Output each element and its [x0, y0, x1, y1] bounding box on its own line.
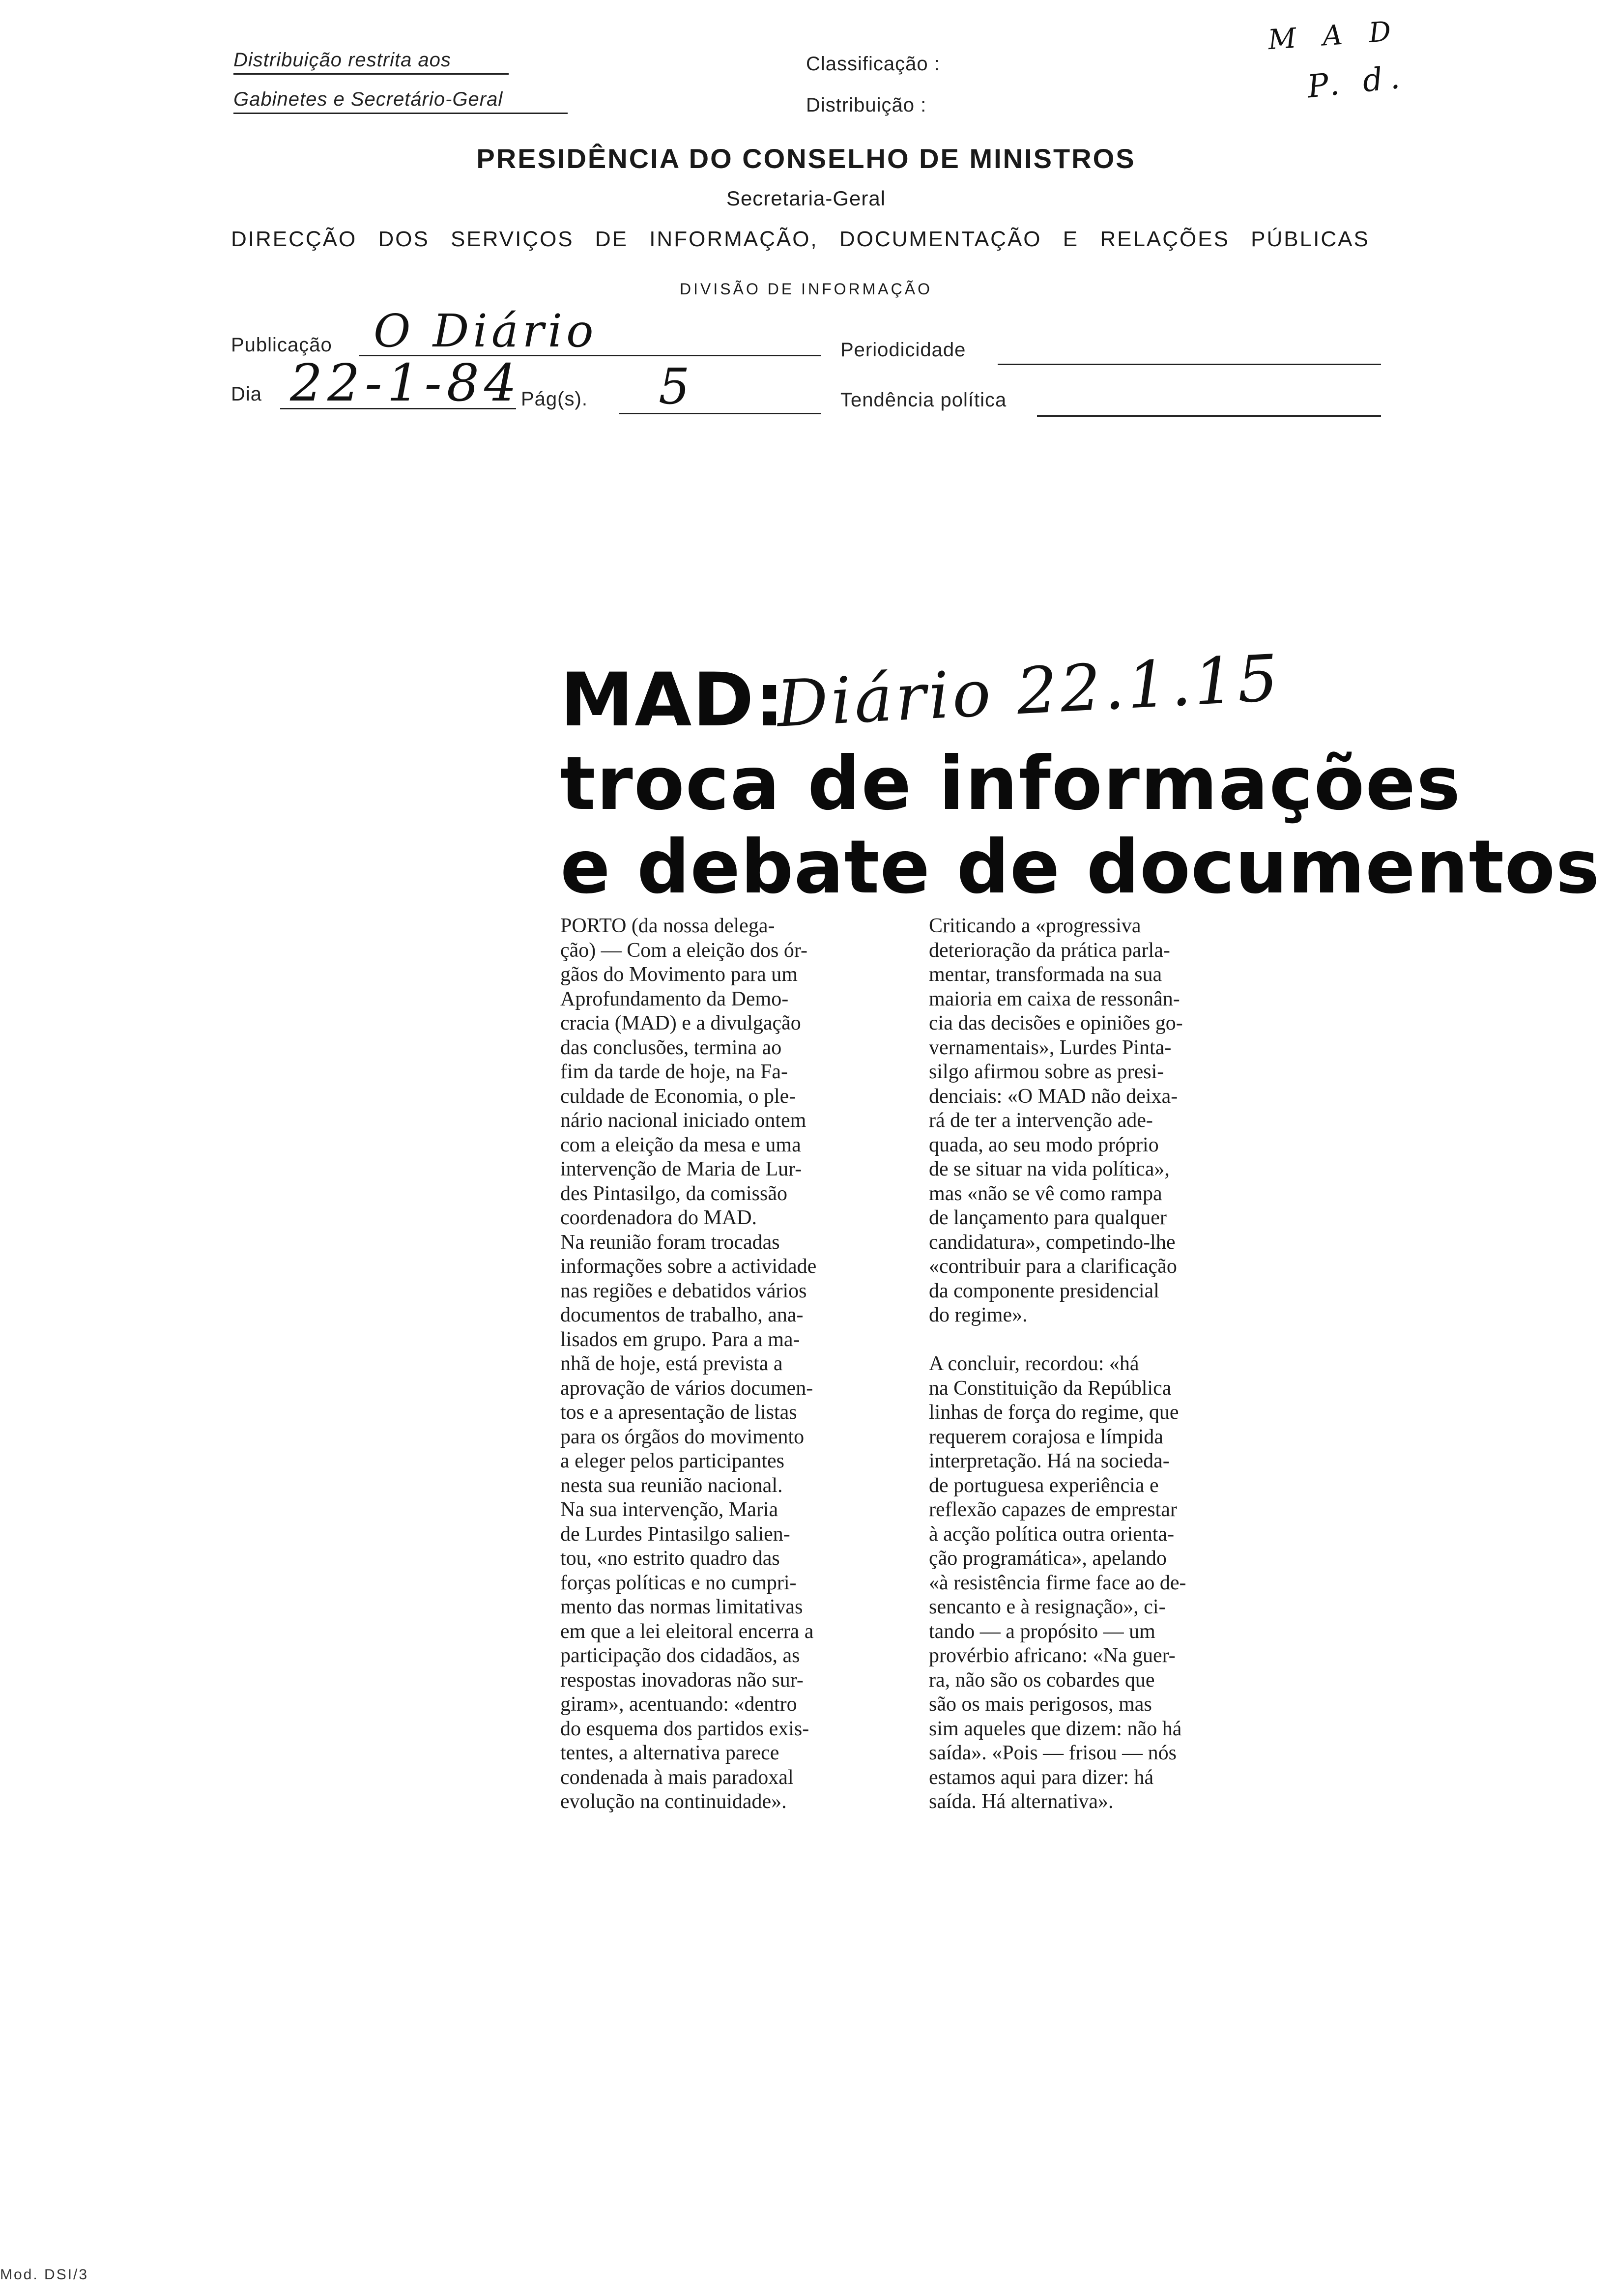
article-line: condenada à mais paradoxal	[560, 1766, 794, 1789]
article-line: culdade de Economia, o ple-	[560, 1085, 796, 1108]
headline-line2: troca de informações	[560, 741, 1462, 827]
article-line: documentos de trabalho, ana-	[560, 1304, 804, 1326]
directorate-title: DIRECÇÃO DOS SERVIÇOS DE INFORMAÇÃO, DOCUMENTAÇÃO E RELAÇÕES PÚBLICAS	[231, 227, 1370, 251]
article-line: forças políticas e no cumpri-	[560, 1571, 797, 1594]
clipping-handwritten-stamp: Diário 22.1.15	[775, 640, 1283, 742]
secretariat-title: Secretaria-Geral	[726, 187, 886, 210]
article-line: provérbio africano: «Na guer-	[929, 1644, 1176, 1667]
classification-label: Classificação :	[806, 53, 940, 75]
article-line: Na reunião foram trocadas	[560, 1231, 780, 1254]
article-line: Na sua intervenção, Maria	[560, 1498, 778, 1521]
article-line: maioria em caixa de ressonân-	[929, 987, 1180, 1010]
article-line: «contribuir para a clarificação	[929, 1255, 1177, 1278]
article-line: nas regiões e debatidos vários	[560, 1279, 807, 1302]
article-line: respostas inovadoras não sur-	[560, 1668, 804, 1692]
headline-line1: MAD:	[560, 658, 785, 743]
article-line: em que a lei eleitoral encerra a	[560, 1620, 814, 1643]
article-line: intervenção de Maria de Lur-	[560, 1158, 802, 1180]
article-line: de lançamento para qualquer	[929, 1206, 1167, 1229]
article-line: tando — a propósito — um	[929, 1620, 1155, 1643]
day-handwritten-value: 22-1-84	[290, 353, 522, 413]
division-title: DIVISÃO DE INFORMAÇÃO	[680, 280, 932, 298]
article-line	[929, 1328, 1283, 1352]
pages-line	[619, 413, 821, 414]
article-line: de se situar na vida política»,	[929, 1158, 1170, 1180]
article-line: deterioração da prática parla-	[929, 939, 1170, 962]
article-column-1	[560, 914, 914, 1814]
article-line: denciais: «O MAD não deixa-	[929, 1085, 1178, 1108]
article-line: Criticando a «progressiva	[929, 915, 1141, 937]
article-line: saída. Há alternativa».	[929, 1790, 1114, 1813]
article-line: da componente presidencial	[929, 1279, 1159, 1302]
article-line: quada, ao seu modo próprio	[929, 1133, 1159, 1156]
article-line: mentar, transformada na sua	[929, 963, 1162, 986]
article-line: sencanto e à resignação», ci-	[929, 1596, 1166, 1618]
article-line: candidatura», competindo-lhe	[929, 1231, 1176, 1254]
article-line: à acção política outra orienta-	[929, 1522, 1175, 1546]
restricted-distribution-line1: Distribuição restrita aos	[233, 49, 509, 75]
article-line: ção) — Com a eleição dos ór-	[560, 939, 807, 962]
article-line: lisados em grupo. Para a ma-	[560, 1328, 800, 1351]
article-line: cracia (MAD) e a divulgação	[560, 1012, 801, 1034]
article-line: para os órgãos do movimento	[560, 1425, 805, 1448]
article-line: silgo afirmou sobre as presi-	[929, 1061, 1164, 1083]
article-line: são os mais perigosos, mas	[929, 1693, 1152, 1716]
article-line: do regime».	[929, 1304, 1028, 1326]
article-line: nhã de hoje, está prevista a	[560, 1352, 783, 1375]
headline-line3: e debate de documentos	[560, 825, 1600, 910]
article-line: coordenadora do MAD.	[560, 1206, 757, 1229]
article-line: linhas de força do regime, que	[929, 1401, 1179, 1424]
article-line: cia das decisões e opiniões go-	[929, 1012, 1183, 1034]
publication-handwritten-value: O Diário	[374, 305, 598, 357]
handwritten-corner-note-2: P. d.	[1305, 58, 1409, 106]
article-line: das conclusões, termina ao	[560, 1036, 782, 1059]
pages-label: Pág(s).	[521, 388, 588, 410]
political-tendency-line	[1037, 415, 1381, 417]
article-line: interpretação. Há na socieda-	[929, 1450, 1170, 1472]
article-line: estamos aqui para dizer: há	[929, 1766, 1154, 1789]
article-line: evolução na continuidade».	[560, 1790, 787, 1813]
periodicity-line	[998, 364, 1381, 365]
periodicity-label: Periodicidade	[840, 339, 966, 361]
restricted-distribution-line2: Gabinetes e Secretário-Geral	[233, 88, 568, 114]
handwritten-corner-note-1: M A D	[1267, 15, 1401, 57]
article-column-2	[929, 914, 1283, 1814]
pages-handwritten-value: 5	[659, 358, 690, 415]
article-line: ra, não são os cobardes que	[929, 1668, 1155, 1692]
article-line: de portuguesa experiência e	[929, 1474, 1159, 1497]
article-line: PORTO (da nossa delega-	[560, 915, 775, 937]
political-tendency-label: Tendência política	[840, 389, 1007, 411]
form-code: Mod. DSI/3	[0, 2267, 89, 2283]
article-line: nário nacional iniciado ontem	[560, 1109, 806, 1132]
publication-label: Publicação	[231, 334, 332, 356]
article-line: «à resistência firme face ao de-	[929, 1571, 1186, 1594]
article-line: saída». «Pois — frisou — nós	[929, 1742, 1177, 1764]
article-line: sim aqueles que dizem: não há	[929, 1717, 1182, 1740]
article-line: vernamentais», Lurdes Pinta-	[929, 1036, 1172, 1059]
distribution-label: Distribuição :	[806, 94, 927, 116]
article-line: tentes, a alternativa parece	[560, 1742, 779, 1764]
article-line: aprovação de vários documen-	[560, 1377, 813, 1400]
article-line: tos e a apresentação de listas	[560, 1401, 797, 1424]
presidency-title: PRESIDÊNCIA DO CONSELHO DE MINISTROS	[476, 143, 1136, 174]
article-line: mas «não se vê como rampa	[929, 1182, 1162, 1205]
article-line: de Lurdes Pintasilgo salien-	[560, 1522, 790, 1546]
day-label: Dia	[231, 383, 262, 405]
article-line: A concluir, recordou: «há	[929, 1352, 1139, 1375]
article-line: requerem corajosa e límpida	[929, 1425, 1163, 1448]
article-line: do esquema dos partidos exis-	[560, 1717, 809, 1740]
article-line: mento das normas limitativas	[560, 1596, 803, 1618]
article-line: ção programática», apelando	[929, 1547, 1167, 1570]
article-line: Aprofundamento da Demo-	[560, 987, 789, 1010]
article-line: participação dos cidadãos, as	[560, 1644, 800, 1667]
article-line: fim da tarde de hoje, na Fa-	[560, 1061, 788, 1083]
article-line: giram», acentuando: «dentro	[560, 1693, 797, 1716]
article-line: na Constituição da República	[929, 1377, 1172, 1400]
article-line: com a eleição da mesa e uma	[560, 1133, 801, 1156]
article-line: rá de ter a intervenção ade-	[929, 1109, 1153, 1132]
article-line: a eleger pelos participantes	[560, 1450, 784, 1472]
article-line: nesta sua reunião nacional.	[560, 1474, 783, 1497]
article-line: informações sobre a actividade	[560, 1255, 817, 1278]
article-line: des Pintasilgo, da comissão	[560, 1182, 787, 1205]
article-line: tou, «no estrito quadro das	[560, 1547, 780, 1570]
article-line: gãos do Movimento para um	[560, 963, 798, 986]
article-line: reflexão capazes de emprestar	[929, 1498, 1177, 1521]
